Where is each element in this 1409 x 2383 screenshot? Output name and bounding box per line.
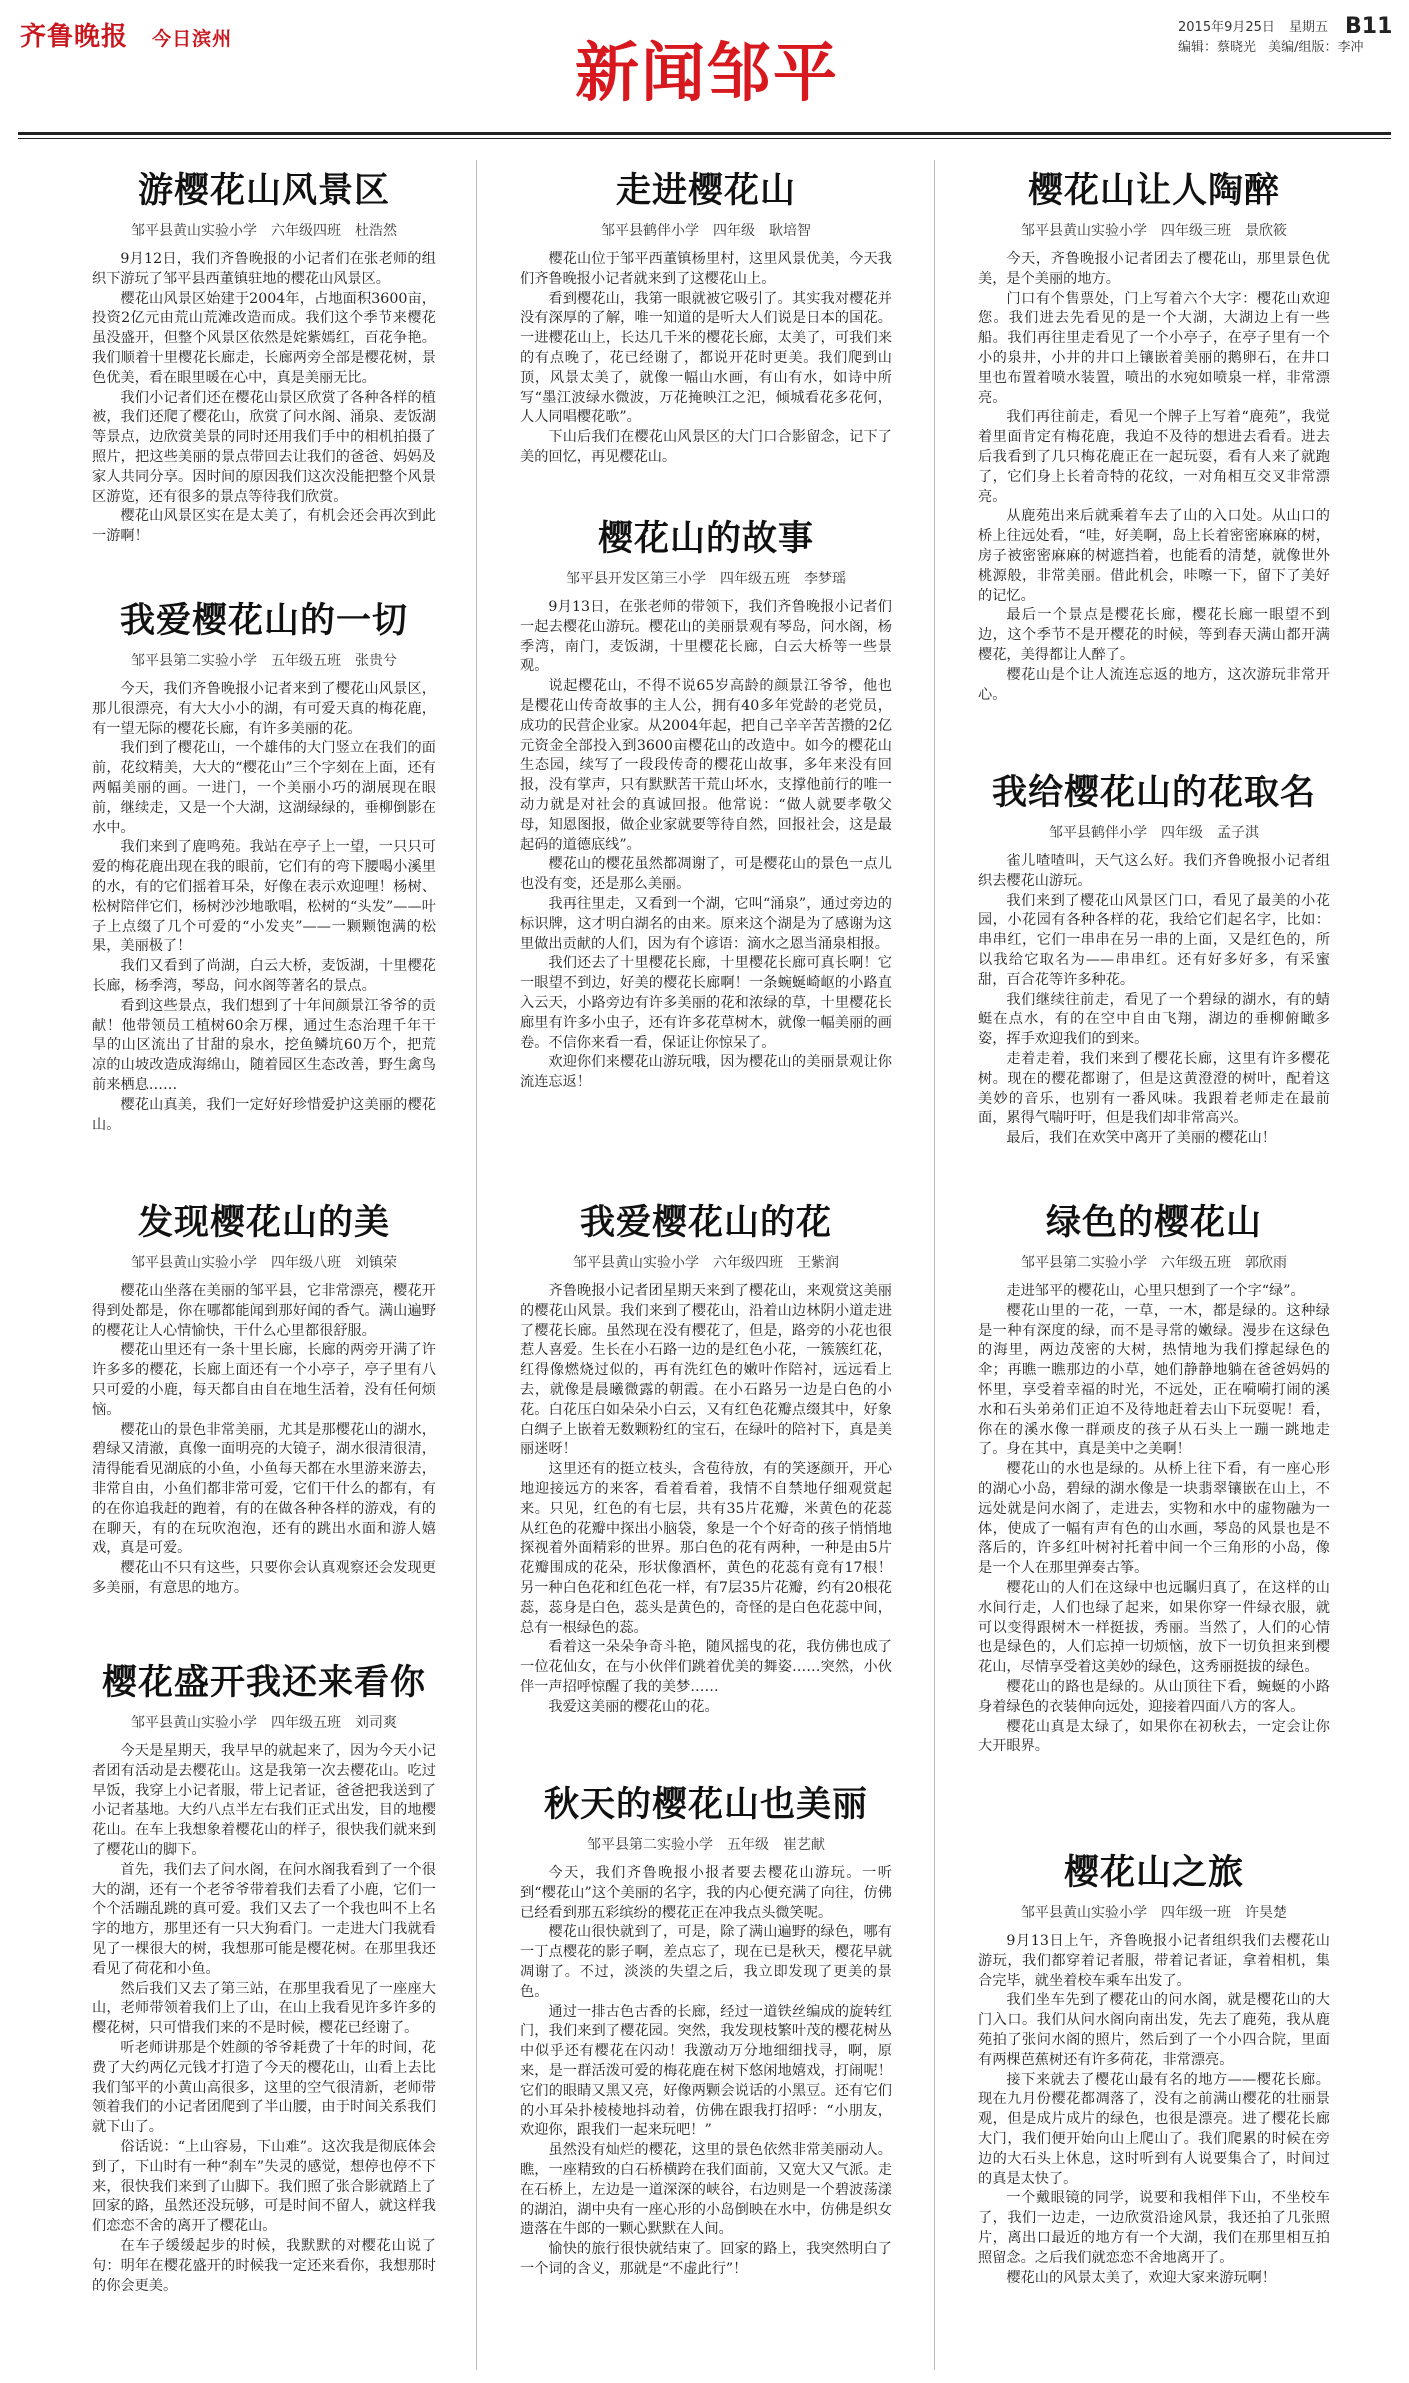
article-2 [92,598,436,1135]
issue-date: 2015年9月25日 [1178,20,1275,35]
article-paragraph: 下山后我们在樱花山风景区的大门口合影留念，记下了美的回忆，再见樱花山。 [520,429,892,465]
article-paragraph: 我们再往前走，看见一个牌子上写着“鹿苑”，我觉着里面肯定有梅花鹿，我迫不及待的想进去看看。进去后我看到了几只梅花鹿正在一起玩耍，看有人来了就跑了，它们身上长着奇特的花纹，一对角相互交叉非常漂亮。 [978,409,1330,505]
article-title: 樱花盛开我还来看你 [101,1662,426,1703]
article-paragraph: 一个戴眼镜的同学，说要和我相伴下山，不坐校车了，我们一边走，一边欣赏沿途风景，我还拍了几张照片，离出口最近的地方有一个大湖，我们在那里相互拍照留念。之后我们就恋恋不舍地离开了。 [978,2190,1330,2266]
article-body [978,1282,1330,1757]
article-paragraph: 看到这些景点，我们想到了十年间颜景江爷爷的贡献！他带领员工植树60余万棵，通过生态治理千年干旱的山区流出了甘甜的泉水，挖鱼鳞坑60万个，把荒凉的山坡改造成海绵山，随着园区生态改善，野生禽鸟前来栖息…… [92,997,436,1093]
article-paragraph: 我们小记者们还在樱花山景区欣赏了各种各样的植被，我们还爬了樱花山，欣赏了问水阁、涌泉、麦饭湖等景点，边欣赏美景的同时还用我们手中的相机拍摄了照片，把这些美丽的景点带回去让我们的爸爸、妈妈及家人共同分享。因时间的原因我们这次没能把整个风景区游览，还有很多的景点等待我们欣赏。 [92,389,436,505]
article-12 [978,1850,1330,2288]
article-7 [520,1200,892,1718]
article-title: 发现樱花山的美 [137,1202,390,1243]
edition-name: 今日滨州 [152,28,233,50]
article-paragraph: 今天，齐鲁晚报小记者团去了樱花山，那里景色优美，是个美丽的地方。 [978,251,1330,287]
article-8 [520,1782,892,2280]
article-paragraph: 樱花山真美，我们一定好好珍惜爱护这美丽的樱花山。 [92,1096,436,1133]
article-title: 走进樱花山 [615,170,796,211]
article-byline: 邹平县黄山实验小学 六年级四班 杜浩然 [131,223,397,239]
article-title: 樱花山的故事 [597,518,814,559]
article-paragraph: 今天，我们齐鲁晚报小报者要去樱花山游玩。一听到“樱花山”这个美丽的名字，我的内心便充满了向往，仿佛已经看到那五彩缤纷的樱花正在冲我点头微笑呢。 [520,1865,892,1921]
article-title: 绿色的樱花山 [1045,1202,1262,1243]
column-divider [476,160,477,2370]
article-body [978,1932,1330,2288]
article-10 [978,770,1330,1149]
article-5 [520,168,892,468]
article-paragraph: 樱花山的人们在这绿中也远瞩归真了，在这样的山水间行走，人们也绿了起来，如果你穿一件绿衣服，就可以变得跟树木一样挺拔，秀丽。当然了，人们的心情也是绿色的，人们忘掉一切烦恼，放下一切负担来到樱花山，尽情享受着这美妙的绿色，这秀丽挺拔的绿色。 [978,1579,1330,1676]
page-number: B11 [1345,14,1393,39]
article-paragraph: 看到樱花山，我第一眼就被它吸引了。其实我对樱花并没有深厚的了解，唯一知道的是听大人们说是日本的国花。一进樱花山上，长达几千米的樱花长廊，太美了，可我们来的有点晚了，花已经谢了，都说开花时更美。我们爬到山顶，风景太美了，就像一幅山水画，有山有水，如诗中所写“墨江波绿水微波，万花掩映江之汜，倾城看花多花何，人人同唱樱花歌”。 [520,290,892,426]
article-title: 秋天的樱花山也美丽 [543,1784,868,1825]
article-paragraph: 我爱这美丽的樱花山的花。 [548,1698,719,1715]
article-paragraph: 通过一排古色古香的长廊，经过一道铁丝编成的旋转红门，我们来到了樱花园。突然，我发现枝繁叶茂的樱花树丛中似乎还有樱花在闪动！我激动万分地细细找寻，啊，原来，是一群活泼可爱的梅花鹿在树下悠闲地嬉戏，打闹呢！它们的眼睛又黑又亮，好像两颗会说话的小黑豆。还有它们的小耳朵扑棱棱地抖动着，仿佛在跟我打招呼：“小朋友，欢迎你，跟我们一起来玩吧！” [520,2003,892,2139]
article-paragraph: 樱花山位于邹平西董镇杨里村，这里风景优美，今天我们齐鲁晚报小记者就来到了这樱花山上。 [520,251,892,287]
article-byline: 邹平县黄山实验小学 四年级八班 刘镇荣 [131,1255,397,1271]
article-paragraph: 接下来就去了樱花山最有名的地方——樱花长廊。现在九月份樱花都凋落了，没有之前满山樱花的壮丽景观，但是成片成片的绿色，也很是漂亮。进了樱花长廊大门，我们便开始向山上爬山了。我们爬累的时候在旁边的大石头上休息，这时听到有人说要集合了，时间过的真是太快了。 [978,2071,1330,2187]
article-paragraph: 我们来到了樱花山风景区门口，看见了最美的小花园，小花园有各种各样的花，我给它们起名字，比如：串串红，它们一串串在另一串的上面，又是红色的，所以我给它取名为——串串红。还有好多好多，有采蜜甜，百合花等许多种花。 [978,892,1330,988]
article-paragraph: 樱花山的水也是绿的。从桥上往下看，有一座心形的湖心小岛，碧绿的湖水像是一块翡翠镶嵌在山上，不远处就是问水阁了，走进去，实物和水中的虚物融为一体，使成了一幅有声有色的山水画，琴岛的风景也是不落后的，许多红叶树衬托着中间一个三角形的小岛，像是一个人在那里弹奏古筝。 [978,1461,1330,1577]
article-body [978,250,1330,705]
article-paragraph: 樱花山风景区实在是太美了，有机会还会再次到此一游啊！ [92,508,436,545]
article-paragraph: 我再往里走，又看到一个湖，它叫“涌泉”，通过旁边的标识牌，这才明白湖名的由来。原来这个湖是为了感谢为这里做出贡献的人们，因为有个谚语：滴水之恩当涌泉相报。 [520,895,892,952]
article-body [92,680,436,1135]
article-paragraph: 看着这一朵朵争奇斗艳，随风摇曳的花，我仿佛也成了一位花仙女，在与小伙伴们跳着优美的舞姿……突然，小伙伴一声招呼惊醒了我的美梦…… [520,1639,892,1695]
article-paragraph: 从鹿苑出来后就乘着车去了山的入口处。从山口的桥上往远处看，“哇，好美啊，岛上长着密密麻麻的树，房子被密密麻麻的树遮挡着，也能看的清楚，就像世外桃源般，非常美丽。借此机会，咔嚓一下，留下了美好的记忆。 [978,508,1330,604]
article-paragraph: 虽然没有灿烂的樱花，这里的景色依然非常美丽动人。瞧，一座精致的白石桥横跨在我们面前，又宽大又气派。走在石桥上，左边是一道深深的峡谷，右边则是一个碧波荡漾的湖泊，湖中央有一座心形的小岛倒映在水中，仿佛是织女遗落在牛郎的一颗心默默在人间。 [520,2142,892,2238]
article-byline: 邹平县黄山实验小学 六年级四班 王紫润 [573,1255,839,1271]
section-title: 新闻邹平 [575,36,839,111]
article-paragraph: 樱花山坐落在美丽的邹平县，它非常漂亮，樱花开得到处都是，你在哪都能闻到那好闻的香气。满山遍野的樱花让人心情愉快，干什么心里都很舒服。 [92,1283,436,1339]
article-paragraph: 9月13日，在张老师的带领下，我们齐鲁晚报小记者们一起去樱花山游玩。樱花山的美丽景观有琴岛，问水阁，杨季湾，南门，麦饭湖，十里樱花长廊，白云大桥等一些景观。 [520,599,892,675]
article-paragraph: 愉快的旅行很快就结束了。回家的路上，我突然明白了一个词的含义，那就是“不虚此行”！ [520,2241,892,2277]
article-title: 我给樱花山的花取名 [991,772,1316,813]
article-byline: 邹平县黄山实验小学 四年级五班 刘司爽 [131,1715,397,1731]
article-paragraph: 说起樱花山，不得不说65岁高龄的颜景江爷爷，他也是樱花山传奇故事的主人公，拥有40多年党龄的老党员，成功的民营企业家。从2004年起，把自己辛辛苦苦攒的2亿元资金全部投入到3600亩樱花山的改造中。如今的樱花山生态园，续写了一段段传奇的樱花山故事，多年来没有回报，没有掌声，只有默默苦干荒山坏水，支撑他前行的唯一动力就是对社会的真诚回报。他常说：“做人就要孝敬父母，知恩图报，做企业家就要等待自然，回报社会，这是最起码的道德底线”。 [520,678,892,853]
article-byline: 邹平县黄山实验小学 四年级一班 许昊楚 [1021,1905,1287,1921]
article-byline: 邹平县第二实验小学 五年级五班 张贵兮 [131,653,397,669]
article-paragraph: 9月13日上午，齐鲁晚报小记者组织我们去樱花山游玩，我们都穿着记者服，带着记者证，拿着相机，集合完毕，就坐着校车乘车出发了。 [978,1933,1330,1989]
article-body [520,1282,892,1718]
article-title: 我爱樱花山的一切 [119,600,408,641]
article-body [92,1282,436,1599]
article-body [978,852,1330,1149]
header-rule [18,132,1391,135]
article-body [520,598,892,1093]
article-paragraph: 听老师讲那是个姓颜的爷爷耗费了十年的时间，花费了大约两亿元钱才打造了今天的樱花山，山看上去比我们邹平的小黄山高很多，这里的空气很清新，老师带领着我们的小记者团爬到了半山腰，由于时间关系我们就下山了。 [92,2039,436,2136]
article-3 [92,1200,436,1599]
article-paragraph: 我们坐车先到了樱花山的问水阁，就是樱花山的大门入口。我们从问水阁向南出发，先去了鹿苑，我从鹿苑拍了张问水阁的照片，然后到了一个小四合院，里面有两棵芭蕉树还有许多荷花，非常漂亮。 [978,1992,1330,2068]
article-paragraph: 我们还去了十里樱花长廊，十里樱花长廊可真长啊！它一眼望不到边，好美的樱花长廊啊！一条蜿蜒崎岖的小路直入云天，小路旁边有许多美丽的花和浓绿的草，十里樱花长廊里有许多小虫子，还有许多花草树木，就像一幅美丽的画卷。不信你来看一看，保证让你惊呆了。 [520,955,892,1051]
article-title: 游樱花山风景区 [137,170,390,211]
page-meta [1178,18,1372,58]
article-byline: 邹平县第二实验小学 六年级五班 郭欣雨 [1021,1255,1287,1271]
article-paragraph: 樱花山的风景太美了，欢迎大家来游玩啊！ [1006,2269,1276,2286]
article-paragraph: 今天是星期天，我早早的就起来了，因为今天小记者团有活动是去樱花山。这是我第一次去樱花山。吃过早饭，我穿上小记者服，带上记者证，爸爸把我送到了小记者基地。大约八点半左右我们正式出发，目的地樱花山。在车上我想象着樱花山的样子，很快我们就来到了樱花山的脚下。 [92,1743,436,1858]
article-paragraph: 走进邹平的樱花山，心里只想到了一个字“绿”。 [1006,1283,1305,1299]
article-paragraph: 首先，我们去了问水阁，在问水阁我看到了一个很大的湖，还有一个老爷爷带着我们去看了小鹿，它们一个个活蹦乱跳的真可爱。我们又去了一个我也叫不上名字的地方，那里还有一只大狗看门。一走进大门我就看见了一棵很大的树，我想那可能是樱花树。在那里我还看见了荷花和小鱼。 [92,1861,436,1977]
article-1 [92,168,436,547]
article-paragraph: 樱花山的路也是绿的。从山顶往下看，蜿蜒的小路身着绿色的衣装伸向远处，迎接着四面八方的客人。 [978,1678,1330,1715]
article-paragraph: 这里还有的挺立枝头，含苞待放，有的笑逐颜开，开心地迎接远方的来客，看着看着，我情不自禁地仔细观赏起来。只见，红色的有七层，共有35片花瓣，米黄色的花蕊从红色的花瓣中探出小脑袋，象是一个个好奇的孩子悄悄地探视着外面精彩的世界。那白色的花有两种，一种是由5片花瓣围成的花朵，形状像酒杯，黄色的花蕊有竟有17根！另一种白色花和红色花一样，有7层35片花瓣，约有20根花蕊，蕊身是白色，蕊头是黄色的，奇怪的是白色花蕊中间，总有一根绿色的蕊。 [520,1461,892,1636]
header-rule-thin [18,138,1391,139]
article-paragraph: 樱花山里的一花，一草，一木，都是绿的。这种绿是一种有深度的绿，而不是寻常的嫩绿。漫步在这绿色的海里，两边茂密的大树，热情地为我们撑起绿色的伞；再瞧一瞧那边的小草，她们静静地躺在爸爸妈妈的怀里，享受着幸福的时光，不远处，正在嗬嗬打闹的溪水和石头弟弟们正迫不及待地赶着去山下玩耍呢！看，你在的溪水像一群顽皮的孩子从石头上一蹦一跳地走了。身在其中，真是美中之美啊！ [978,1302,1330,1458]
article-paragraph: 我们到了樱花山，一个雄伟的大门竖立在我们的面前，花纹精美，大大的“樱花山”三个字刻在上面，还有两幅美丽的画。一进门，一个美丽小巧的湖展现在眼前，继续走，又是一个大湖，这湖绿绿的，垂柳倒影在水中。 [92,740,436,836]
article-byline: 邹平县开发区第三小学 四年级五班 李梦瑶 [566,571,846,587]
article-paragraph: 齐鲁晚报小记者团星期天来到了樱花山，来观赏这美丽的樱花山风景。我们来到了樱花山，沿着山边林阴小道走进了樱花长廊。虽然现在没有樱花了，但是，路旁的小花也很惹人喜爱。生长在小石路一边的是红色小花，一簇簇红花，红得像燃烧过似的，再有洗红色的嫩叶作陪衬，远远看上去，就像是晨曦微露的朝霞。在小石路另一边是白色的小花。白花压白如朵朵小白云，又有红色花瓣点缀其中，好象白绸子上嵌着无数颗粉红的宝石，在绿叶的陪衬下，真是美丽迷呀！ [520,1283,892,1458]
article-6 [520,516,892,1093]
article-paragraph: 我们又看到了尚湖，白云大桥，麦饭湖，十里樱花长廊，杨季湾，琴岛，问水阁等著名的景点。 [92,958,436,994]
article-paragraph: 樱花山不只有这些，只要你会认真观察还会发现更多美丽，有意思的地方。 [92,1560,436,1596]
article-paragraph: 欢迎你们来樱花山游玩哦，因为樱花山的美丽景观让你流连忘返！ [520,1054,892,1091]
article-paragraph: 樱花山里还有一条十里长廊，长廊的两旁开满了许许多多的樱花，长廊上面还有一个小亭子，亭子里有八只可爱的小鹿，每天都自由自在地生活着，没有任何烦恼。 [92,1342,436,1418]
masthead [0,0,1409,128]
designer-credit: 美编/组版：李冲 [1268,40,1364,55]
article-title: 我爱樱花山的花 [579,1202,832,1243]
article-byline: 邹平县第二实验小学 五年级 崔艺献 [587,1837,825,1853]
article-byline: 邹平县鹤伴小学 四年级 耿培智 [601,223,811,239]
article-paragraph: 今天，我们齐鲁晚报小记者来到了樱花山风景区，那儿很漂亮，有大大小小的湖，有可爱天真的梅花鹿，有一望无际的樱花长廊，有许多美丽的花。 [92,681,436,737]
issue-weekday: 星期五 [1289,20,1329,35]
article-paragraph: 雀儿喳喳叫，天气这么好。我们齐鲁晚报小记者组织去樱花山游玩。 [978,853,1330,889]
article-paragraph: 在车子缓缓起步的时候，我默默的对樱花山说了句：明年在樱花盛开的时候我一定还来看你，我想那时的你会更美。 [92,2237,436,2294]
newspaper-logo [20,16,232,53]
article-paragraph: 门口有个售票处，门上写着六个大字：樱花山欢迎您。我们进去先看见的是一个大湖，大湖边上有一些船。我们再往里走看见了一个小亭子，在亭子里有一个小的泉井，小井的井口上镶嵌着美丽的鹅卵石，在井口里也布置着喷水装置，喷出的水宛如喷泉一样，非常漂亮。 [978,290,1330,406]
article-11 [978,1200,1330,1757]
article-paragraph: 最后，我们在欢笑中离开了美丽的樱花山！ [1006,1130,1276,1147]
article-title: 樱花山让人陶醉 [1027,170,1280,211]
article-paragraph: 樱花山很快就到了，可是，除了满山遍野的绿色，哪有一丁点樱花的影子啊，差点忘了，现在已是秋天，樱花早就凋谢了。不过，淡淡的失望之后，我立即发现了更美的景色。 [520,1924,892,2000]
article-paragraph: 樱花山真是太绿了，如果你在初秋去，一定会让你大开眼界。 [978,1718,1330,1755]
article-paragraph: 走着走着，我们来到了樱花长廊，这里有许多樱花树。现在的樱花都谢了，但是这黄澄澄的树叶，配着这美妙的音乐，也别有一番风味。我跟着老师走在最前面，累得气喘吁吁，但是我们却非常高兴。 [978,1050,1330,1127]
newspaper-name: 齐鲁晚报 [20,22,129,52]
column-divider [934,160,935,2370]
article-byline: 邹平县鹤伴小学 四年级 孟子淇 [1049,825,1259,841]
article-paragraph: 樱花山是个让人流连忘返的地方，这次游玩非常开心。 [978,666,1330,703]
article-9 [978,168,1330,705]
article-paragraph: 樱花山的景色非常美丽，尤其是那樱花山的湖水，碧绿又清澈，真像一面明亮的大镜子，湖水很清很清，清得能看见湖底的小鱼，小鱼每天都在水里游来游去，非常自由，小鱼们都非常可爱，它们干什么的都有，有的在你追我赶的跑着，有的在做各种各样的游戏，有的在聊天，有的在玩吹泡泡，还有的跳出水面和游人嬉戏，真是可爱。 [92,1421,436,1557]
article-paragraph: 俗话说：“上山容易，下山难”。这次我是彻底体会到了，下山时有一种“刹车”失灵的感觉，想停也停不下来，很快我们来到了山脚下。我们照了张合影就踏上了回家的路，虽然还没玩够，可是时间不留人，就这样我们恋恋不舍的离开了樱花山。 [92,2138,436,2235]
article-paragraph: 然后我们又去了第三站，在那里我看见了一座座大山，老师带领着我们上了山，在山上我看见许多许多的樱花树，只可惜我们来的不是时候，樱花已经谢了。 [92,1980,436,2037]
article-paragraph: 樱花山的樱花虽然都凋谢了，可是樱花山的景色一点儿也没有变，还是那么美丽。 [520,856,892,893]
article-paragraph: 我们来到了鹿鸣苑。我站在亭子上一望，一只只可爱的梅花鹿出现在我的眼前，它们有的弯下腰喝小溪里的水，有的它们摇着耳朵，好像在表示欢迎哩！杨树、松树陪伴它们，杨树沙沙地歌唱，松树的“头发”——叶子上点缀了几个可爱的“小发夹”——一颗颗饱满的松果，美丽极了！ [92,839,436,955]
article-byline: 邹平县黄山实验小学 四年级三班 景欣筱 [1021,223,1287,239]
article-paragraph: 樱花山风景区始建于2004年，占地面积3600亩，投资2亿元由荒山荒滩改造而成。我们这个季节来樱花虽没盛开，但整个风景区依然是姹紫嫣红，百花争艳。我们顺着十里樱花长廊走，长廊两旁全部是樱花树，景色优美，看在眼里暖在心中，真是美丽无比。 [92,290,436,386]
article-paragraph: 9月12日，我们齐鲁晚报的小记者们在张老师的组织下游玩了邹平县西董镇驻地的樱花山风景区。 [92,251,436,287]
article-body [520,250,892,468]
article-body [92,250,436,547]
article-body [92,1742,436,2296]
editor-credit: 编辑：蔡晓光 [1178,40,1257,55]
article-paragraph: 最后一个景点是樱花长廊，樱花长廊一眼望不到边，这个季节不是开樱花的时候，等到春天满山都开满樱花，美得都让人醉了。 [978,607,1330,663]
article-4 [92,1660,436,2296]
article-paragraph: 我们继续往前走，看见了一个碧绿的湖水，有的蜻蜓在点水，有的在空中自由飞翔，湖边的垂柳俯瞰多姿，挥手欢迎我们的到来。 [978,991,1330,1048]
article-title: 樱花山之旅 [1063,1852,1244,1893]
article-body [520,1864,892,2280]
